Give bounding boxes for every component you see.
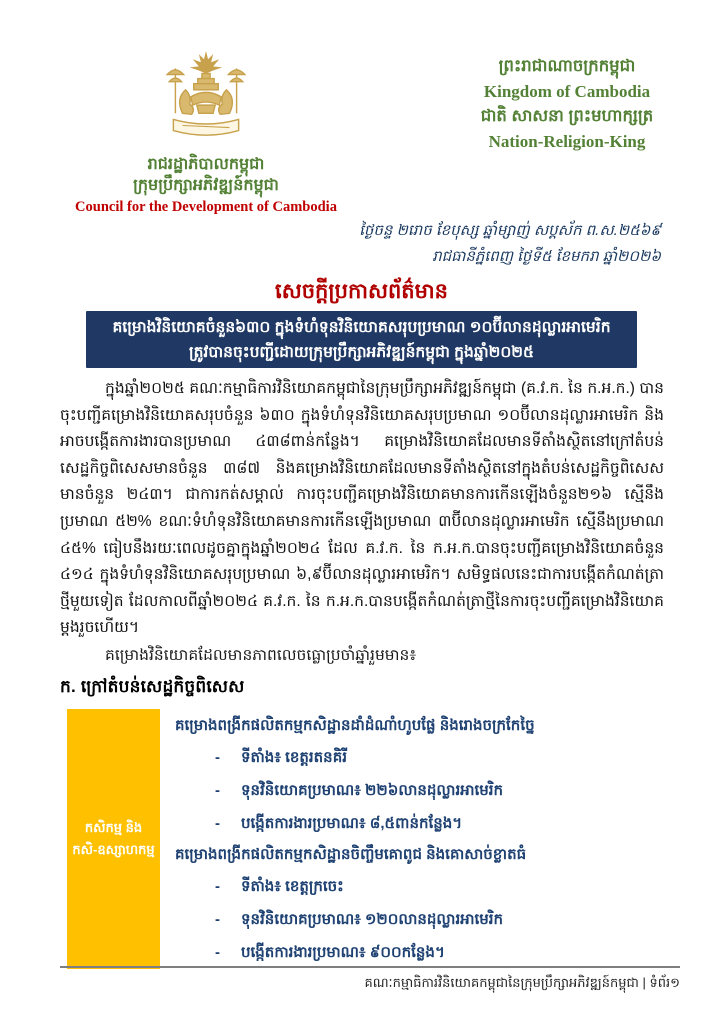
bullet-text: ទីតាំង៖ ខេត្តក្រចេះ xyxy=(241,877,344,895)
royal-arms-logo-icon xyxy=(160,48,252,150)
bullet-item xyxy=(175,870,659,903)
page-footer xyxy=(60,966,680,994)
dash-bullet-icon: - xyxy=(215,877,220,895)
sector-table xyxy=(67,709,659,969)
header-right xyxy=(428,54,706,154)
intro-line: គម្រោងវិនិយោគដែលមានភាពលេចធ្លោប្រចាំឆ្នាំរួមមាន៖ xyxy=(105,646,417,664)
sector-label-line1: កសិកម្ម និង xyxy=(84,819,143,835)
bullet-text: ទុនវិនិយោគប្រមាណ៖ ១២០លានដុល្លារអាមេរិក xyxy=(241,910,504,928)
bullet-text: ទីតាំង៖ ខេត្តរតនគិរី xyxy=(241,748,347,766)
dateline-lunar: ថ្ងៃចន្ទ ២រោច ខែបុស្ស ឆ្នាំម្សាញ់ សប្តស័ក ព.ស.២៥៦៩ xyxy=(359,222,661,239)
bullet-item xyxy=(175,774,659,807)
dash-bullet-icon: - xyxy=(215,748,220,766)
dash-bullet-icon: - xyxy=(215,814,220,832)
footer-text: គណៈកម្មាធិការវិនិយោគកម្ពុជានៃក្រុមប្រឹក្សាអភិវឌ្ឍន៍កម្ពុជា | ទំព័រ១ xyxy=(364,975,680,990)
council-name-khmer: ក្រុមប្រឹក្សាអភិវឌ្ឍន៍កម្ពុជា xyxy=(133,177,279,194)
dash-bullet-icon: - xyxy=(215,910,220,928)
kingdom-name-khmer: ព្រះរាជាណាចក្រកម្ពុជា xyxy=(498,57,636,75)
dash-bullet-icon: - xyxy=(215,781,220,799)
document-body xyxy=(60,376,664,969)
kingdom-name-english: Kingdom of Cambodia xyxy=(483,82,651,101)
press-release-title: សេចក្តីប្រកាសព័ត៌មាន xyxy=(275,280,448,303)
project-group xyxy=(175,711,659,840)
sector-category-cell xyxy=(67,709,160,969)
government-name-khmer: រាជរដ្ឋាភិបាលកម្ពុជា xyxy=(147,156,265,173)
headline-line2: ត្រូវបានចុះបញ្ជីដោយក្រុមប្រឹក្សាអភិវឌ្ឍន៍កម្ពុជា ក្នុងឆ្នាំ២០២៥ xyxy=(188,344,535,361)
bullet-item xyxy=(175,903,659,936)
project-group xyxy=(175,840,659,969)
headline-line1: គម្រោងវិនិយោគចំនួន៦៣០ ក្នុងទំហំទុនវិនិយោគសរុបប្រមាណ ១០ប៊ីលានដុល្លារអាមេរិក xyxy=(112,319,611,336)
sector-label-line2: កសិ-ឧស្សាហកម្ម xyxy=(72,841,155,857)
project-title: គម្រោងពង្រីកផលិតកម្មកសិដ្ឋានចិញ្ចឹមគោពូជ និងគោសាច់ខ្លាតធំ xyxy=(175,845,527,863)
council-name-english: Council for the Development of Cambodia xyxy=(75,199,337,215)
section-heading: ក. ក្រៅតំបន់សេដ្ឋកិច្ចពិសេស xyxy=(60,676,245,696)
bullet-text: បង្កើតការងារប្រមាណ៖ ៨,៥ពាន់កន្លែង។ xyxy=(241,814,463,832)
bullet-item xyxy=(175,936,659,969)
project-title: គម្រោងពង្រីកផលិតកម្មកសិដ្ឋានដាំដំណាំហូបផ្លែ និងរោងចក្រកែច្នៃ xyxy=(175,716,535,734)
dash-bullet-icon: - xyxy=(215,943,220,961)
bullet-item xyxy=(175,807,659,840)
motto-english: Nation-Religion-King xyxy=(488,132,646,151)
bullet-item xyxy=(175,741,659,774)
headline-banner xyxy=(86,311,637,368)
body-paragraph: ក្នុងឆ្នាំ២០២៥ គណៈកម្មាធិការវិនិយោគកម្ពុជានៃក្រុមប្រឹក្សាអភិវឌ្ឍន៍កម្ពុជា (គ.វ.ក. នៃ ក.អ.ក.) បានចុះបញ្ជីគម្រោងវិនិយោគសរុបចំនួន ៦៣០ ក្នុងទំហំទុនវិនិយោគសរុបប្រមាណ ១០ប៊ីលានដុល្លារអាមេរិក និងអាចបង្កើតការងារបានប្រមាណ ៤៣៨ពាន់កន្លែង។ គម្រោងវិនិយោគដែលមានទីតាំងស្ថិតនៅក្រៅតំបន់សេដ្ឋកិច្ចពិសេសមានចំនួន ៣៨៧ និងគម្រោងវិនិយោគដែលមានទីតាំងស្ថិតនៅក្នុងតំបន់សេដ្ឋកិច្ចពិសេសមានចំនួន ២៤៣។ ជាការកត់សម្គាល់ ការចុះបញ្ជីគម្រោងវិនិយោគមានការកើនឡើងចំនួន២១៦ ស្មើនឹងប្រមាណ ៥២% ខណៈទំហំទុនវិនិយោគមានការកើនឡើងប្រមាណ ៣ប៊ីលានដុល្លារអាមេរិក ស្មើនឹងប្រមាណ ៤៥% ធៀបនឹងរយៈពេលដូចគ្នាក្នុងឆ្នាំ២០២៤ ដែល គ.វ.ក. នៃ ក.អ.ក.បានចុះបញ្ជីគម្រោងវិនិយោគចំនួន ៤១៤ ក្នុងទំហំទុនវិនិយោគសរុបប្រមាណ ៦,៩ប៊ីលានដុល្លារអាមេរិក។ សមិទ្ធផលនេះជាការបង្កើតកំណត់ត្រាថ្មីមួយទៀត ដែលកាលពីឆ្នាំ២០២៤ គ.វ.ក. នៃ ក.អ.ក.បានបង្កើតកំណត់ត្រាថ្មីនៃការចុះបញ្ជីគម្រោងវិនិយោគម្ដងរួចហើយ។ xyxy=(60,380,664,637)
dateline xyxy=(181,218,661,270)
bullet-text: បង្កើតការងារប្រមាណ៖ ៩០០កន្លែង។ xyxy=(241,943,445,961)
bullet-text: ទុនវិនិយោគប្រមាណ៖ ២២៦លានដុល្លារអាមេរិក xyxy=(241,781,504,799)
sector-content xyxy=(160,709,659,969)
header-left xyxy=(72,48,340,217)
motto-khmer: ជាតិ សាសនា ព្រះមហាក្សត្រ xyxy=(480,107,654,125)
dateline-city: រាជធានីភ្នំពេញ ថ្ងៃទី៥ ខែមករា ឆ្នាំ២០២៦ xyxy=(432,248,661,265)
